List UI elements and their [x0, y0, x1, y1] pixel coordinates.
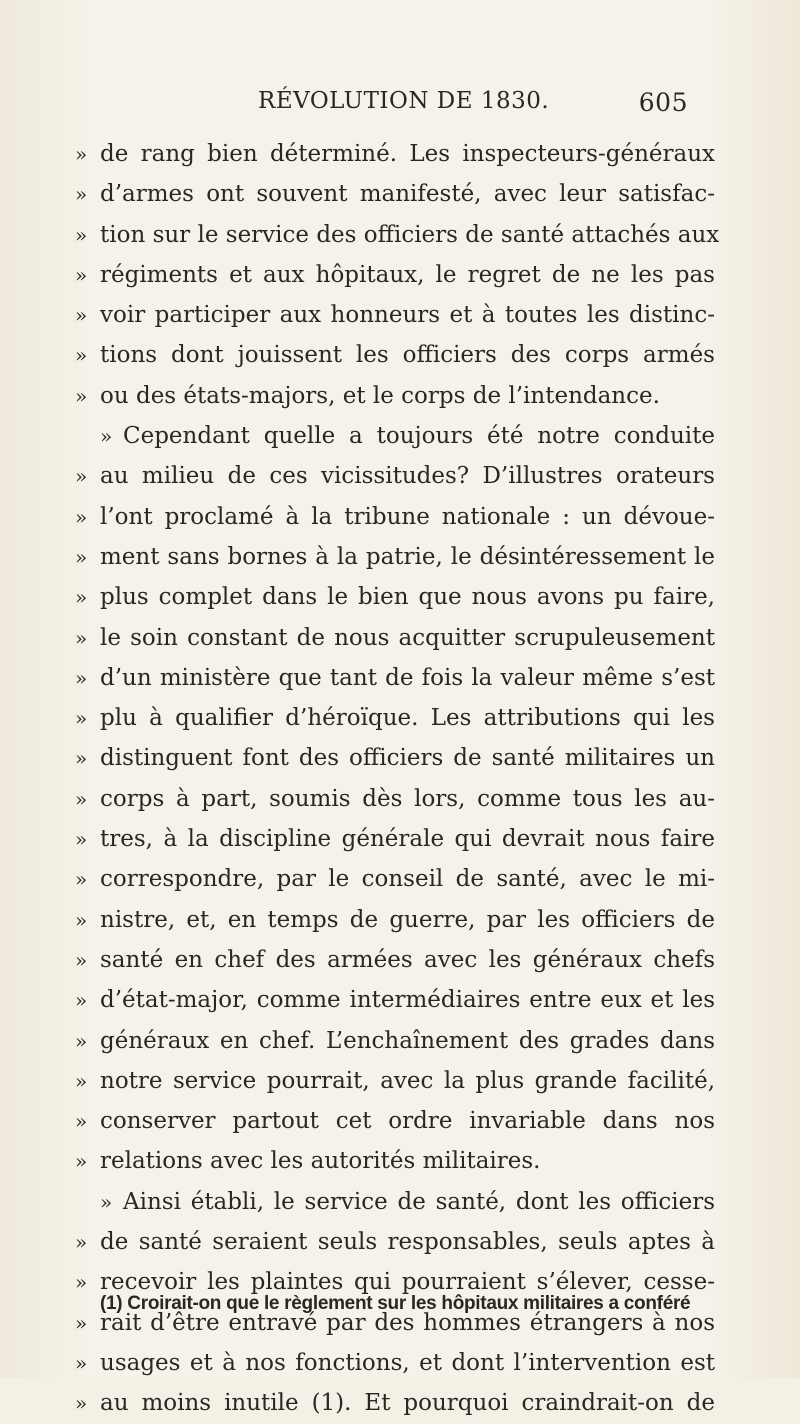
text-line [75, 174, 715, 214]
quote-mark: » [75, 544, 88, 569]
quote-mark: » [75, 222, 88, 247]
text-line [75, 859, 715, 899]
quote-mark: » [75, 303, 88, 328]
quote-mark: » [75, 1109, 88, 1134]
text-line [75, 738, 715, 778]
line-text: voir participer aux honneurs et à toutes les distinc- [100, 302, 715, 329]
quote-mark: » [75, 585, 88, 610]
text-line [75, 980, 715, 1020]
line-text: plu à qualifier d’héroïque. Les attributions qui les [100, 705, 715, 732]
quote-mark: » [75, 827, 88, 852]
text-line [75, 1141, 715, 1181]
text-line [75, 1222, 715, 1262]
line-text: usages et à nos fonctions, et dont l’intervention est [100, 1349, 715, 1376]
quote-mark: » [75, 1270, 88, 1295]
quote-mark: » [75, 1068, 88, 1093]
quote-mark: » [75, 182, 88, 207]
line-text: d’état-major, comme intermédiaires entre eux et les [100, 987, 715, 1014]
page-header [258, 88, 688, 124]
line-text: distinguent font des officiers de santé militaires un [100, 745, 715, 772]
quote-mark: » [75, 262, 88, 287]
line-text: Ainsi établi, le service de santé, dont les officiers [123, 1188, 715, 1215]
line-text: relations avec les autorités militaires. [100, 1148, 541, 1175]
text-line [75, 1343, 715, 1383]
line-text: tion sur le service des officiers de santé attachés aux [100, 221, 720, 248]
line-text: au moins inutile (1). Et pourquoi craindrait-on de [100, 1390, 715, 1417]
quote-mark: » [75, 625, 88, 650]
text-line [75, 698, 715, 738]
text-line [75, 779, 715, 819]
text-line [75, 295, 715, 335]
line-text: au milieu de ces vicissitudes? D’illustres orateurs [100, 463, 715, 490]
text-line [75, 1061, 715, 1101]
paragraph-start-line [75, 416, 715, 456]
text-line [75, 1021, 715, 1061]
quote-mark: » [75, 907, 88, 932]
text-line [75, 819, 715, 859]
quote-mark: » [75, 665, 88, 690]
text-line [75, 577, 715, 617]
line-text: plus complet dans le bien que nous avons pu faire, [100, 584, 715, 611]
quote-mark: » [75, 1310, 88, 1335]
quote-mark: » [75, 1149, 88, 1174]
quote-mark: » [75, 786, 88, 811]
line-text: généraux en chef. L’enchaînement des grades dans [100, 1027, 715, 1054]
running-title: RÉVOLUTION DE 1830. [258, 88, 550, 114]
quote-mark: » [75, 1350, 88, 1375]
line-text: conserver partout cet ordre invariable dans nos [100, 1108, 715, 1135]
line-text: d’armes ont souvent manifesté, avec leur satisfac- [100, 181, 715, 208]
line-text: corps à part, soumis dès lors, comme tous les au- [100, 785, 715, 812]
line-text: ou des états-majors, et le corps de l’intendance. [100, 382, 660, 409]
text-line [75, 658, 715, 698]
quote-mark: » [75, 464, 88, 489]
text-line [75, 215, 720, 255]
line-text: régiments et aux hôpitaux, le regret de ne les pas [100, 261, 715, 288]
quote-mark: » [75, 988, 88, 1013]
text-line [75, 134, 715, 174]
line-text: le soin constant de nous acquitter scrupuleusement [100, 624, 715, 651]
text-line [75, 900, 715, 940]
quote-mark: » [75, 746, 88, 771]
text-line [75, 497, 715, 537]
quote-mark: » [75, 1028, 88, 1053]
line-text: tions dont jouissent les officiers des corps armés [100, 342, 715, 369]
line-text: recevoir les plaintes qui pourraient s’élever, cesse- [100, 1269, 715, 1296]
page-number: 605 [638, 88, 688, 117]
line-text: de santé seraient seuls responsables, seuls aptes à [100, 1229, 715, 1256]
quote-mark: » [75, 504, 88, 529]
quote-mark: » [75, 142, 88, 166]
quote-mark: » [75, 343, 88, 368]
quote-mark: » [100, 424, 113, 449]
text-line [75, 255, 715, 295]
quote-mark: » [75, 1391, 88, 1416]
text-line [75, 335, 715, 375]
line-text: rait d’être entravé par des hommes étrangers à nos [100, 1309, 715, 1336]
text-line [75, 1101, 715, 1141]
line-text: santé en chef des armées avec les généraux chefs [100, 946, 715, 973]
text-line [75, 1383, 715, 1423]
quote-mark: » [75, 383, 88, 408]
line-text: l’ont proclamé à la tribune nationale : un dévoue- [100, 503, 715, 530]
line-text: tres, à la discipline générale qui devrait nous faire [100, 826, 715, 853]
paragraph-start-line [75, 1182, 715, 1222]
line-text: notre service pourrait, avec la plus grande facilité, [100, 1067, 715, 1094]
quote-mark: » [75, 867, 88, 892]
text-line [75, 376, 715, 416]
quote-mark: » [100, 1189, 113, 1214]
quote-mark: » [75, 706, 88, 731]
line-text: correspondre, par le conseil de santé, avec le mi- [100, 866, 715, 893]
quote-mark: » [75, 947, 88, 972]
text-line [75, 940, 715, 980]
line-text: de rang bien déterminé. Les inspecteurs-généraux [100, 141, 715, 167]
footnote: (1) Croirait-on que le règlement sur les hôpitaux militaires a conféré [100, 1293, 691, 1314]
body-text [75, 134, 720, 1424]
quote-mark: » [75, 1230, 88, 1255]
line-text: ment sans bornes à la patrie, le désintéressement le [100, 543, 715, 570]
text-line [75, 456, 715, 496]
line-text: Cependant quelle a toujours été notre conduite [123, 423, 715, 450]
text-line [75, 537, 715, 577]
text-line [75, 618, 715, 658]
line-text: d’un ministère que tant de fois la valeur même s’est [100, 664, 715, 691]
line-text: nistre, et, en temps de guerre, par les officiers de [100, 906, 715, 933]
